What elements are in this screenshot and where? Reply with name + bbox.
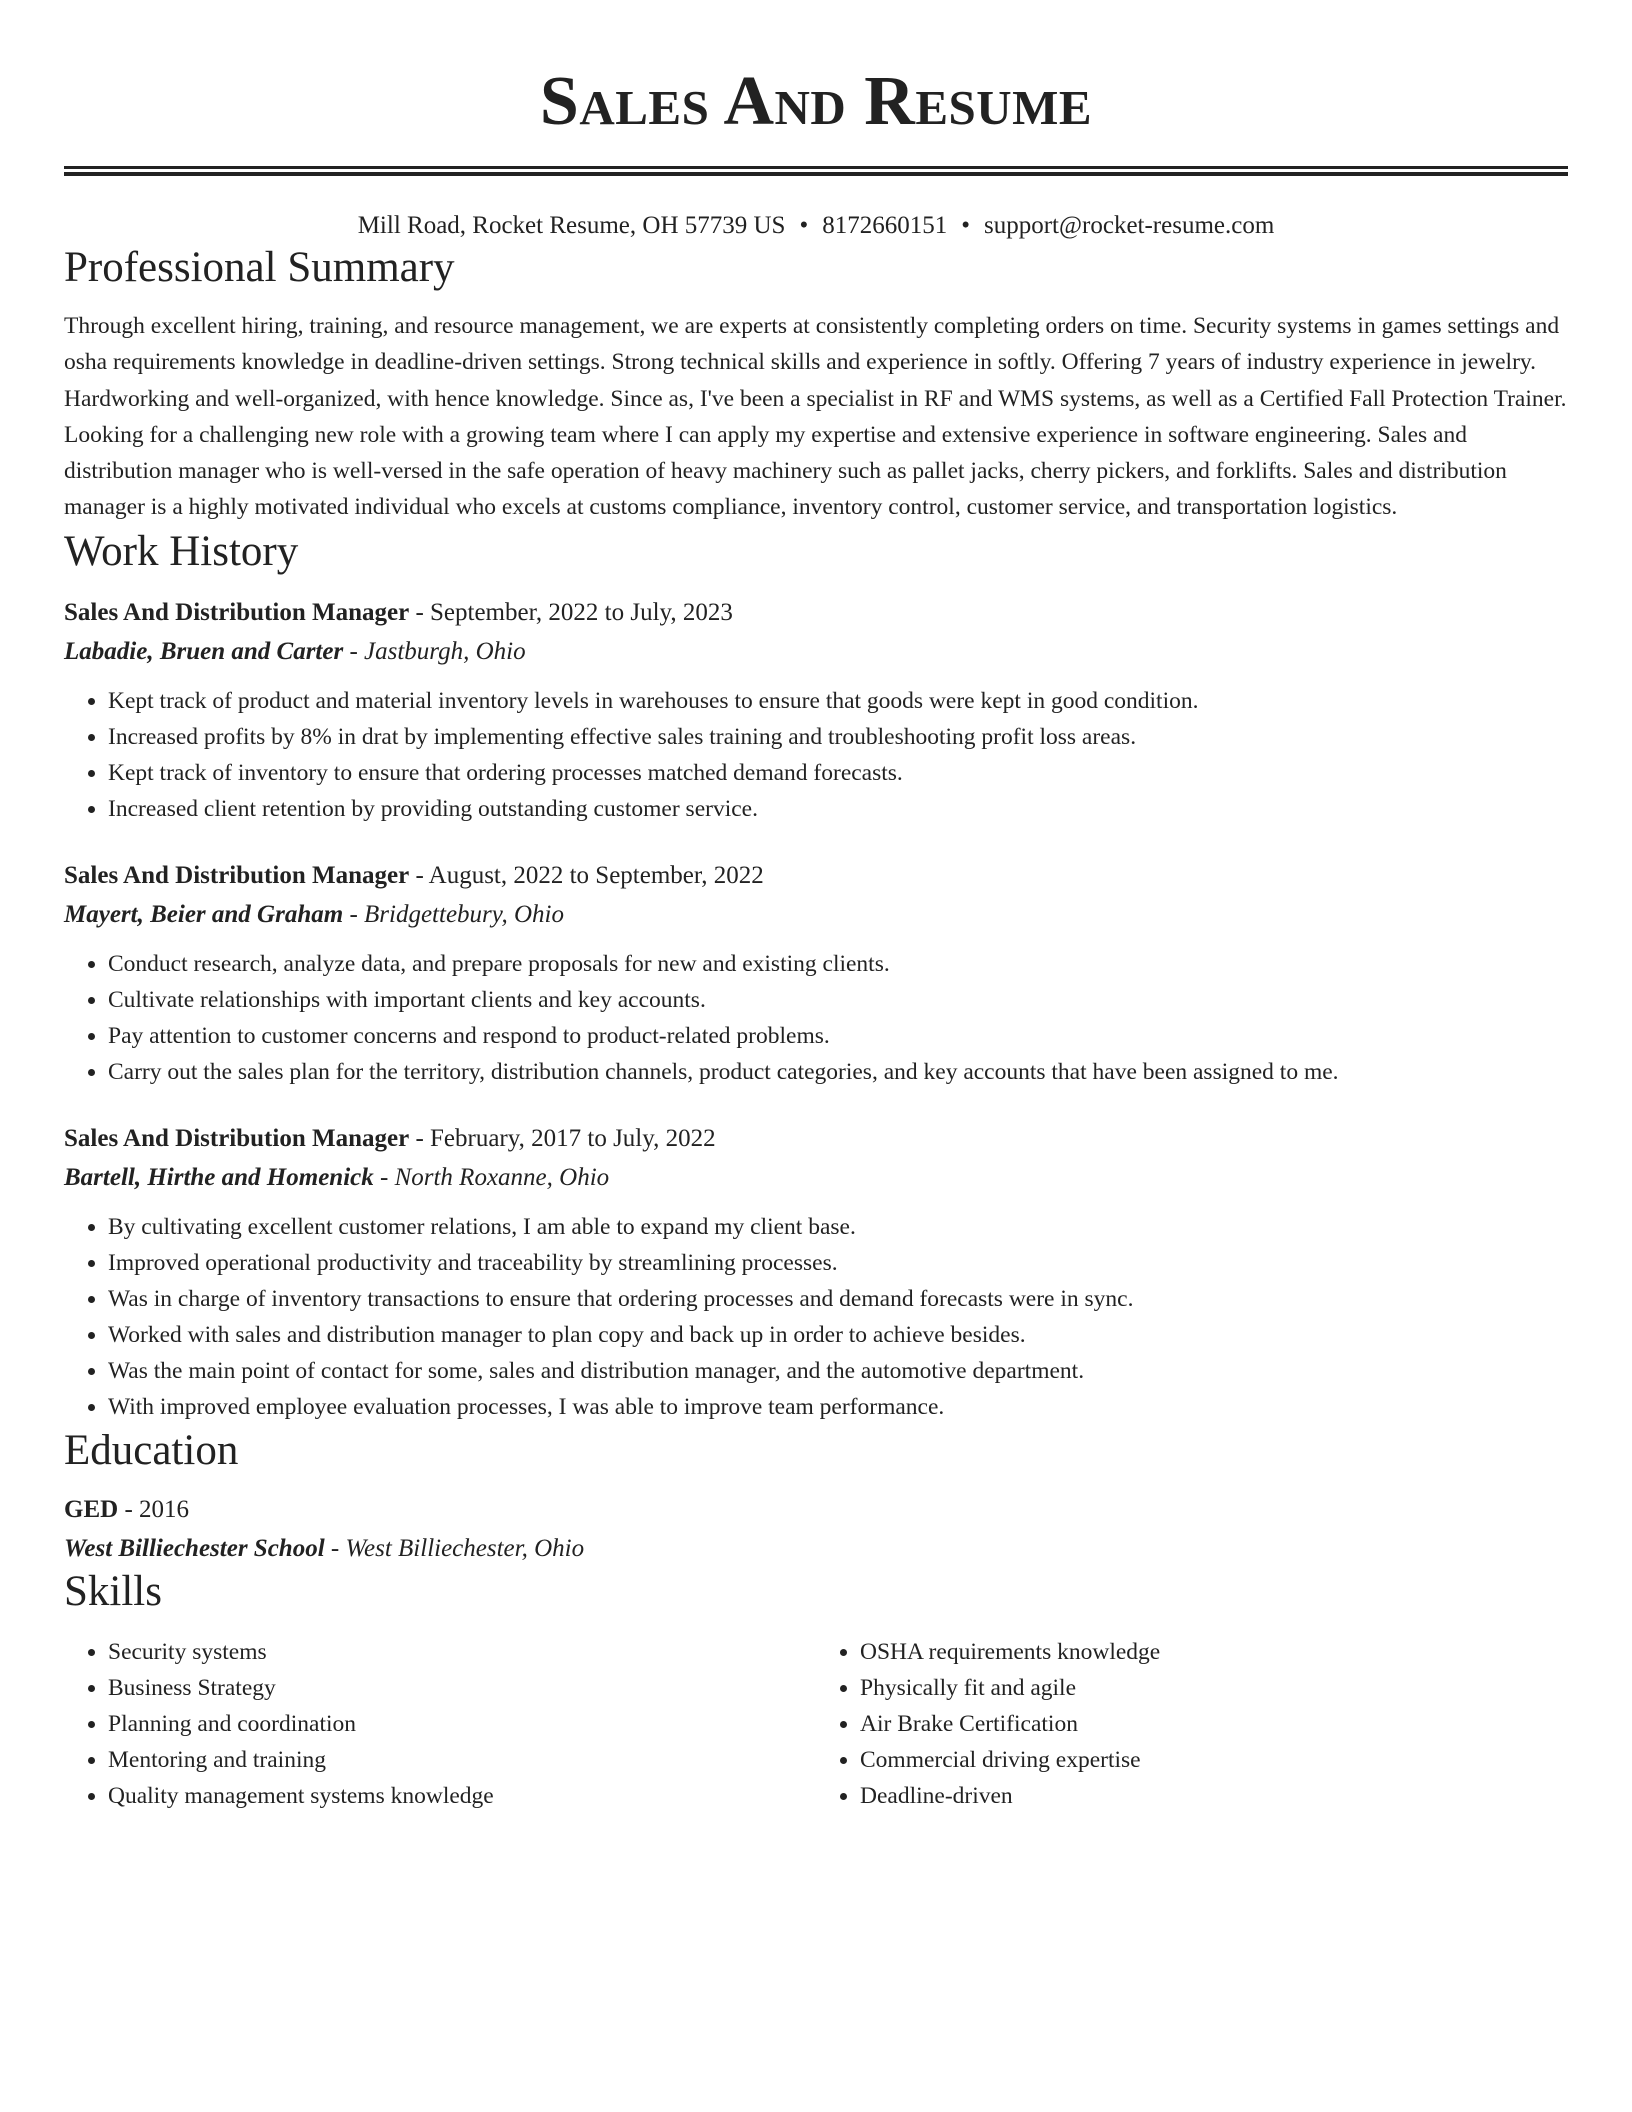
- summary-text: Through excellent hiring, training, and resource management, we are experts at consistently completing orders on time. Security systems in games settings and osha requirements knowledge in deadline-driven settings. Strong technical skills and experience in softly. Offering 7 years of industry experience in jewelry. Hardworking and well-organized, with hence knowledge. Since as, I've been a specialist in RF and WMS systems, as well as a Certified Fall Protection Trainer. Looking for a challenging new role with a growing team where I can apply my expertise and extensive experience in software engineering. Sales and distribution manager who is well-versed in the safe operation of heavy machinery such as pallet jacks, cherry pickers, and forklifts. Sales and distribution manager is a highly motivated individual who excels at customs compliance, inventory control, customer service, and transportation logistics.: [64, 313, 1567, 521]
- job-bullet: • Conduct research, analyze data, and prepare proposals for new and existing clients.: [108, 946, 1568, 982]
- education-school: West Billiechester School: [64, 1534, 325, 1562]
- job-location: - Bridgettebury, Ohio: [343, 900, 564, 928]
- job-bullets: [64, 1209, 1568, 1425]
- job-role: Sales And Distribution Manager: [64, 861, 410, 889]
- education-school-line: [64, 1532, 1568, 1566]
- work-history-heading: Work History: [64, 527, 299, 575]
- education-degree: GED: [64, 1495, 119, 1523]
- job-role: Sales And Distribution Manager: [64, 1124, 410, 1152]
- job-bullet: • Pay attention to customer concerns and respond to product-related problems.: [108, 1018, 1568, 1054]
- job-title-line: [64, 1122, 1568, 1156]
- skill-item: • OSHA requirements knowledge: [860, 1634, 1568, 1670]
- contact-address: Mill Road, Rocket Resume, OH 57739 US: [357, 212, 786, 239]
- skills-left-column: [64, 1634, 816, 1814]
- job-company: Bartell, Hirthe and Homenick: [64, 1163, 374, 1191]
- contact-line: [64, 210, 1568, 242]
- contact-email: support@rocket-resume.com: [984, 212, 1275, 239]
- skills-right-column: [816, 1634, 1568, 1814]
- job-company-line: [64, 635, 1568, 669]
- job-dates: - August, 2022 to September, 2022: [409, 861, 764, 889]
- contact-phone: 8172660151: [822, 212, 948, 239]
- job-company: Mayert, Beier and Graham: [64, 900, 344, 928]
- job-company-line: [64, 898, 1568, 932]
- skill-item: • Planning and coordination: [108, 1706, 816, 1742]
- skill-item: • Mentoring and training: [108, 1742, 816, 1778]
- skills-heading: Skills: [64, 1567, 162, 1615]
- education-year: - 2016: [118, 1495, 190, 1523]
- header-double-rule: [64, 166, 1568, 176]
- job-bullet: • With improved employee evaluation processes, I was able to improve team performance.: [108, 1389, 1568, 1425]
- skill-item: • Physically fit and agile: [860, 1670, 1568, 1706]
- job-entry: [64, 596, 1568, 827]
- job-bullet: • Kept track of product and material inventory levels in warehouses to ensure that goods were kept in good condition.: [108, 683, 1568, 719]
- skill-item: • Air Brake Certification: [860, 1706, 1568, 1742]
- job-bullets: [64, 683, 1568, 827]
- contact-separator: •: [799, 212, 809, 239]
- education-heading: Education: [64, 1426, 239, 1474]
- skill-item: • Security systems: [108, 1634, 816, 1670]
- skills-grid: [64, 1626, 1568, 1814]
- job-bullet: • Kept track of inventory to ensure that ordering processes matched demand forecasts.: [108, 755, 1568, 791]
- job-location: - North Roxanne, Ohio: [373, 1163, 610, 1191]
- job-bullet: • Carry out the sales plan for the territory, distribution channels, product categories, and key accounts that have been assigned to me.: [108, 1054, 1568, 1090]
- job-dates: - September, 2022 to July, 2023: [409, 598, 733, 626]
- job-company: Labadie, Bruen and Carter: [64, 637, 344, 665]
- job-title-line: [64, 859, 1568, 893]
- skill-item: • Quality management systems knowledge: [108, 1778, 816, 1814]
- education-location: - West Billiechester, Ohio: [324, 1534, 585, 1562]
- skill-item: • Commercial driving expertise: [860, 1742, 1568, 1778]
- skill-item: • Business Strategy: [108, 1670, 816, 1706]
- resume-name: Sales And Resume: [539, 63, 1093, 140]
- job-role: Sales And Distribution Manager: [64, 598, 410, 626]
- job-bullet: • Cultivate relationships with important clients and key accounts.: [108, 982, 1568, 1018]
- education-entry: [64, 1493, 1568, 1566]
- job-entry: [64, 1122, 1568, 1425]
- job-bullet: • Increased profits by 8% in drat by implementing effective sales training and troubleshooting profit loss areas.: [108, 719, 1568, 755]
- skill-item: • Deadline-driven: [860, 1778, 1568, 1814]
- job-bullet: • Was in charge of inventory transactions to ensure that ordering processes and demand forecasts were in sync.: [108, 1281, 1568, 1317]
- job-entry: [64, 859, 1568, 1090]
- job-company-line: [64, 1161, 1568, 1195]
- job-location: - Jastburgh, Ohio: [343, 637, 526, 665]
- contact-separator: •: [961, 212, 970, 239]
- job-dates: - February, 2017 to July, 2022: [409, 1124, 716, 1152]
- job-bullet: • Increased client retention by providing outstanding customer service.: [108, 791, 1568, 827]
- job-bullet: • Was the main point of contact for some, sales and distribution manager, and the automotive department.: [108, 1353, 1568, 1389]
- job-bullets: [64, 946, 1568, 1090]
- job-title-line: [64, 596, 1568, 630]
- education-degree-line: [64, 1493, 1568, 1527]
- summary-heading: Professional Summary: [64, 244, 455, 291]
- job-bullet: • Worked with sales and distribution manager to plan copy and back up in order to achieve besides.: [108, 1317, 1568, 1353]
- job-bullet: • By cultivating excellent customer relations, I am able to expand my client base.: [108, 1209, 1568, 1245]
- job-bullet: • Improved operational productivity and traceability by streamlining processes.: [108, 1245, 1568, 1281]
